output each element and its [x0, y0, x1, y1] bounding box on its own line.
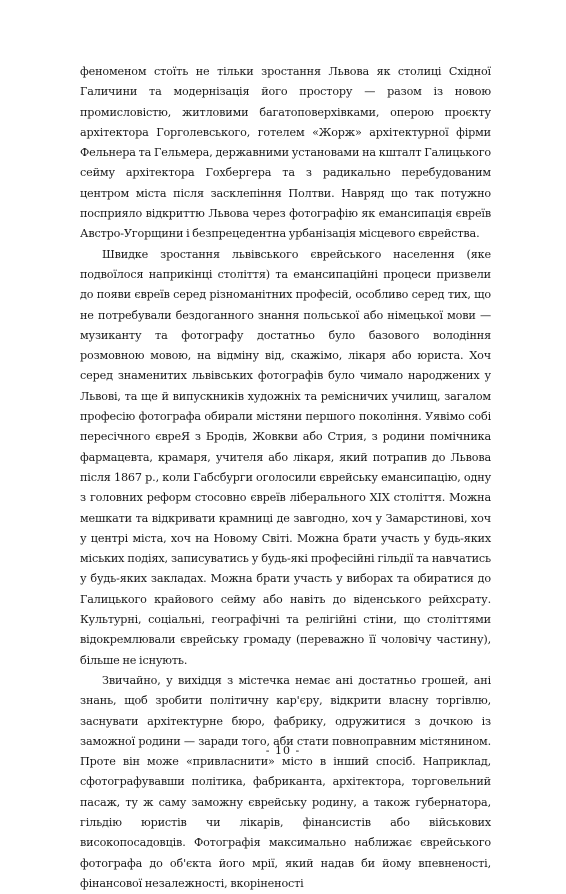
paragraph-3: Звичайно, у вихідця з містечка немає ані достатньо грошей, ані знань, щоб зробити політичну кар'єру, відкрити власну торгівлю, заснувати архітектурне бюро, фабрику, одружитися з дочкою із заможної родини — заради того, аби стати повноправним містянином. Проте він може «привласнити» місто в інший спосіб. Наприклад, сфотографувавши політика, фабриканта, архітектора, торговельний пасаж, ту ж саму заможну єврейську родину, а також губернатора, гільдію юристів чи лікарів, фінансистів або військових високопосадовців. Фотографія максимально наближає єврейського фотографа до об'єкта його мрії, який надав би йому впевненості, фінансової незалежності, вкоріненості	[80, 673, 491, 890]
page-body	[80, 62, 491, 894]
paragraph-2: Швидке зростання львівського єврейського населення (яке подвоїлося наприкінці століття) та емансипаційні процеси призвели до появи євреїв серед різноманітних професій, особливо серед тих, що не потребували бездоганного знання польської або німецької мови — музиканту та фотографу достатньо було базового володіння розмовною мовою, на відміну від, скажімо, лікаря або юриста. Хоч серед знаменитих львівських фотографів було чимало народжених у Львові, та ще й випускників художніх та ремісничих училищ, загалом професію фотографа обирали містяни першого покоління. Уявімо собі пересічного євреЯ з Бродів, Жовкви або Стрия, з родини помічника фармацевта, крамаря, учителя або лікаря, який потрапив до Львова після 1867 р., коли Габсбурги оголосили єврейську емансипацію, одну з головних реформ стосовно євреїв ліберального XIX століття. Можна мешкати та відкривати крамниці де завгодно, хоч у Замарстинові, хоч у центрі міста, хоч на Новому Світі. Можна брати участь у будь-яких міських подіях, записуватись у будь-які професійні гільдії та навчатись у будь-яких закладах. Можна брати участь у виборах та обиратися до Галицького крайового сейму або навіть до віденського рейхсрату. Культурні, соціальні, географічні та релігійні стіни, що століттями відокремлювали єврейську громаду (переважно її чоловічу частину), більше не існують.	[80, 247, 491, 667]
page-number: - 10 -	[265, 744, 301, 757]
paragraph-1: феноменом стоїть не тільки зростання Львова як столиці Східної Галичини та модернізація його простору — разом із новою промисловістю, житловими багатоповерхівками, оперою проєкту архітектора Горголевського, готелем «Жорж» архітектурної фірми Фельнера та Гельмера, державними установами на кшталт Галицького сейму архітектора Гохбергера та з радикально перебудованим центром міста після засклепіння Полтви. Навряд що так потужно посприяло відкриттю Львова через фотографію як емансипація євреїв Австро-Угорщини і безпрецедентна урбанізація місцевого єврейства.	[80, 65, 491, 241]
